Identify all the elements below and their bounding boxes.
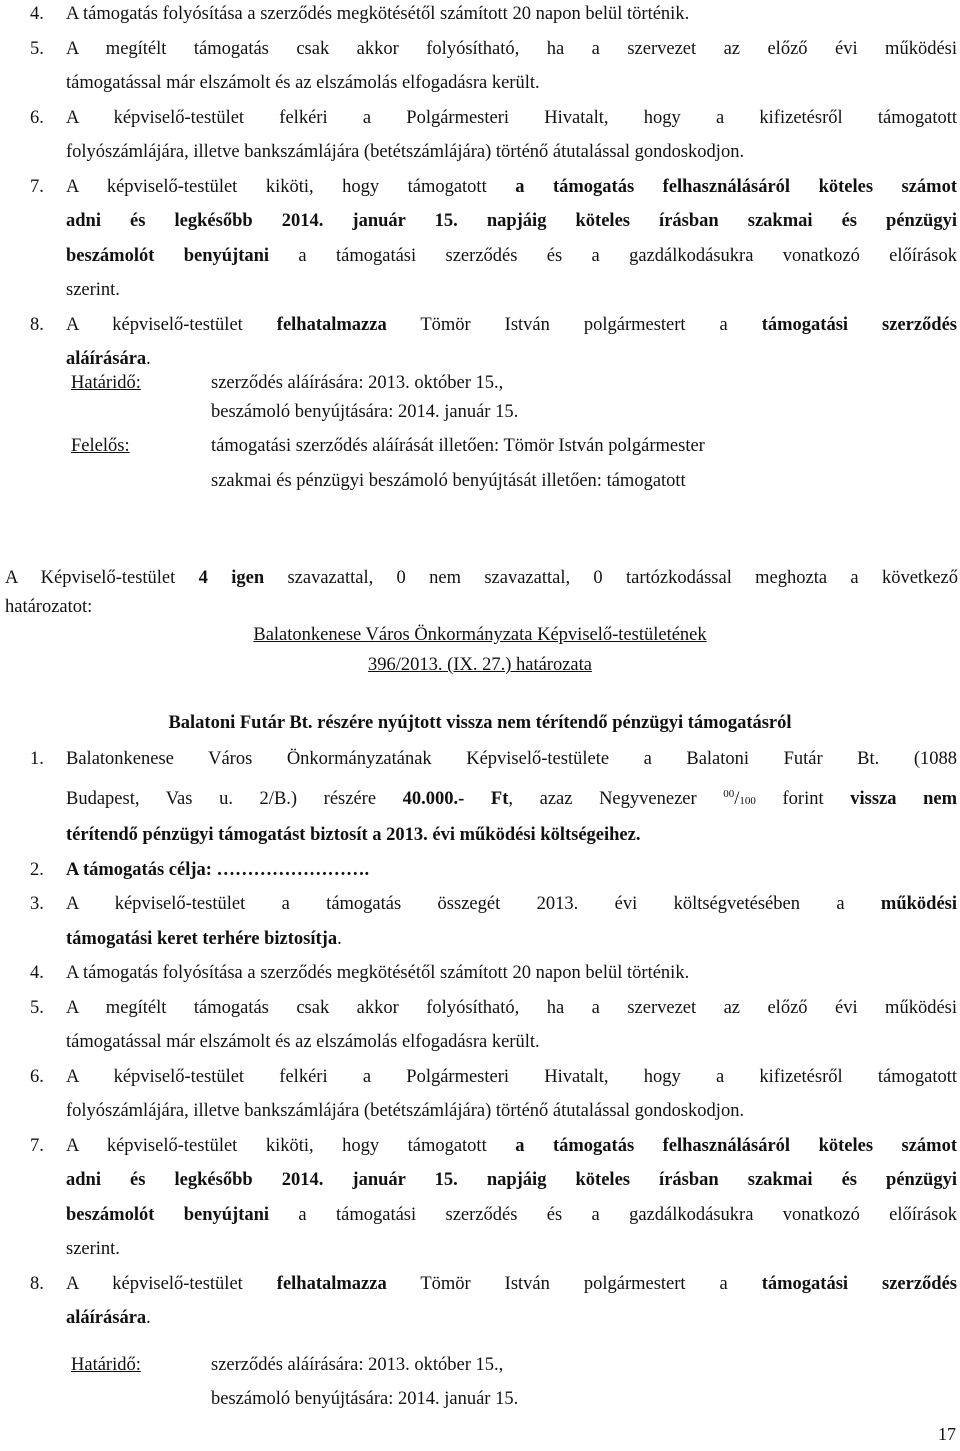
item-number: 4. xyxy=(30,4,44,24)
deadline-label: Határidő: xyxy=(71,1355,141,1375)
item-text: A képviselő-testület felkéri a Polgármesteri Hivatalt, hogy a kifizetésről támogatott xyxy=(66,1066,957,1087)
deadline-table-bottom xyxy=(0,1348,960,1416)
list-item xyxy=(30,742,958,853)
top-items xyxy=(0,0,960,377)
item-number: 5. xyxy=(30,38,44,59)
item-line: Balatonkenese Város Önkormányzatának Képviselő-testülete a Balatoni Futár Bt. (1088 xyxy=(66,749,957,769)
list-item xyxy=(30,308,958,377)
item-text: folyószámlájára, illetve bankszámlájára (betétszámlájára) történő átutalással gondoskodjon. xyxy=(66,1101,745,1121)
item-text: A támogatás célja: ……………………. xyxy=(66,859,370,880)
item-line: beszámolót benyújtani a támogatási szerződés és a gazdálkodásukra vonatkozó előírások xyxy=(66,245,957,266)
item-number: 5. xyxy=(30,997,44,1018)
resolution-title xyxy=(0,620,960,680)
item-text: A támogatás folyósítása a szerződés megkötésétől számított 20 napon belül történik. xyxy=(66,963,690,983)
deadline-value: beszámoló benyújtására: 2014. január 15. xyxy=(211,401,519,422)
item-line: támogatási keret terhére biztosítja. xyxy=(66,928,342,949)
item-line: A képviselő-testület kiköti, hogy támogatott a támogatás felhasználásáról köteles számot xyxy=(66,176,957,197)
item-number: 6. xyxy=(30,107,44,128)
item-line: szerint. xyxy=(66,1239,120,1259)
item-line: adni és legkésőbb 2014. január 15. napjáig köteles írásban szakmai és pénzügyi xyxy=(66,1170,957,1190)
responsible-value: szakmai és pénzügyi beszámoló benyújtását illetően: támogatott xyxy=(211,470,686,491)
page-number: 17 xyxy=(938,1424,956,1444)
item-number: 7. xyxy=(30,1135,44,1156)
item-number: 1. xyxy=(30,749,44,769)
item-text: folyószámlájára, illetve bankszámlájára (betétszámlájára) történő átutalással gondoskodjon. xyxy=(66,142,745,162)
item-line: adni és legkésőbb 2014. január 15. napjáig köteles írásban szakmai és pénzügyi xyxy=(66,211,957,231)
item-number: 8. xyxy=(30,1273,44,1294)
item-line: térítendő pénzügyi támogatást biztosít a 2013. évi működési költségeihez. xyxy=(66,825,641,845)
resolution-title-line: Balatonkenese Város Önkormányzata Képviselő-testületének xyxy=(253,625,707,645)
item-line: beszámolót benyújtani a támogatási szerződés és a gazdálkodásukra vonatkozó előírások xyxy=(66,1204,957,1225)
item-line: aláírására. xyxy=(66,349,151,369)
deadline-value: szerződés aláírására: 2013. október 15., xyxy=(211,373,504,393)
item-text: A képviselő-testület felkéri a Polgármesteri Hivatalt, hogy a kifizetésről támogatott xyxy=(66,107,957,128)
item-number: 3. xyxy=(30,894,44,914)
deadline-table xyxy=(0,369,960,495)
list-item xyxy=(30,991,957,1060)
item-line: A képviselő-testület felhatalmazza Tömör István polgármestert a támogatási szerződés xyxy=(66,1273,958,1294)
item-line: A képviselő-testület a támogatás összegét 2013. évi költségvetésében a működési xyxy=(66,894,957,914)
item-line: szerint. xyxy=(66,280,120,300)
vote-paragraph: A Képviselő-testület 4 igen szavazattal, 0 nem szavazattal, 0 tartózkodással meghozta a következő határozatot: xyxy=(5,568,958,617)
list-item xyxy=(30,170,957,308)
deadline-label: Határidő: xyxy=(71,373,141,393)
list-item xyxy=(30,887,957,956)
item-number: 8. xyxy=(30,314,44,335)
responsible-label: Felelős: xyxy=(71,436,130,456)
deadline-value: beszámoló benyújtására: 2014. január 15. xyxy=(211,1389,519,1409)
deadline-value: szerződés aláírására: 2013. október 15., xyxy=(211,1355,504,1375)
bottom-items xyxy=(0,742,960,1336)
item-text: támogatással már elszámolt és az elszámolás elfogadásra került. xyxy=(66,1032,540,1052)
item-line: aláírására. xyxy=(66,1308,151,1328)
list-item xyxy=(30,1060,957,1129)
item-text: A megítélt támogatás csak akkor folyósítható, ha a szervezet az előző évi működési xyxy=(66,997,957,1018)
item-text: A megítélt támogatás csak akkor folyósítható, ha a szervezet az előző évi működési xyxy=(66,38,957,59)
list-item xyxy=(30,101,957,170)
item-line: Budapest, Vas u. 2/B.) részére 40.000.- Ft, azaz Negyvenezer $^{00}$/100 forint vissza nem xyxy=(66,787,958,809)
resolution-subject: Balatoni Futár Bt. részére nyújtott vissza nem térítendő pénzügyi támogatásról xyxy=(168,713,792,733)
item-line: A képviselő-testület kiköti, hogy támogatott a támogatás felhasználásáról köteles számot xyxy=(66,1135,957,1156)
list-item xyxy=(30,853,957,888)
list-item xyxy=(30,0,957,32)
responsible-value: támogatási szerződés aláírását illetően: Tömör István polgármester xyxy=(211,436,705,456)
list-item xyxy=(30,1129,957,1267)
list-item xyxy=(30,956,957,991)
item-number: 2. xyxy=(30,859,44,880)
list-item xyxy=(30,32,957,101)
item-text: támogatással már elszámolt és az elszámolás elfogadásra került. xyxy=(66,73,540,93)
list-item xyxy=(30,1267,958,1336)
resolution-number: 396/2013. (IX. 27.) határozata xyxy=(368,655,592,675)
item-number: 6. xyxy=(30,1066,44,1087)
item-number: 7. xyxy=(30,176,44,197)
item-text: A támogatás folyósítása a szerződés megkötésétől számított 20 napon belül történik. xyxy=(66,4,690,24)
item-line: A képviselő-testület felhatalmazza Tömör István polgármestert a támogatási szerződés xyxy=(66,314,958,335)
item-number: 4. xyxy=(30,963,44,983)
